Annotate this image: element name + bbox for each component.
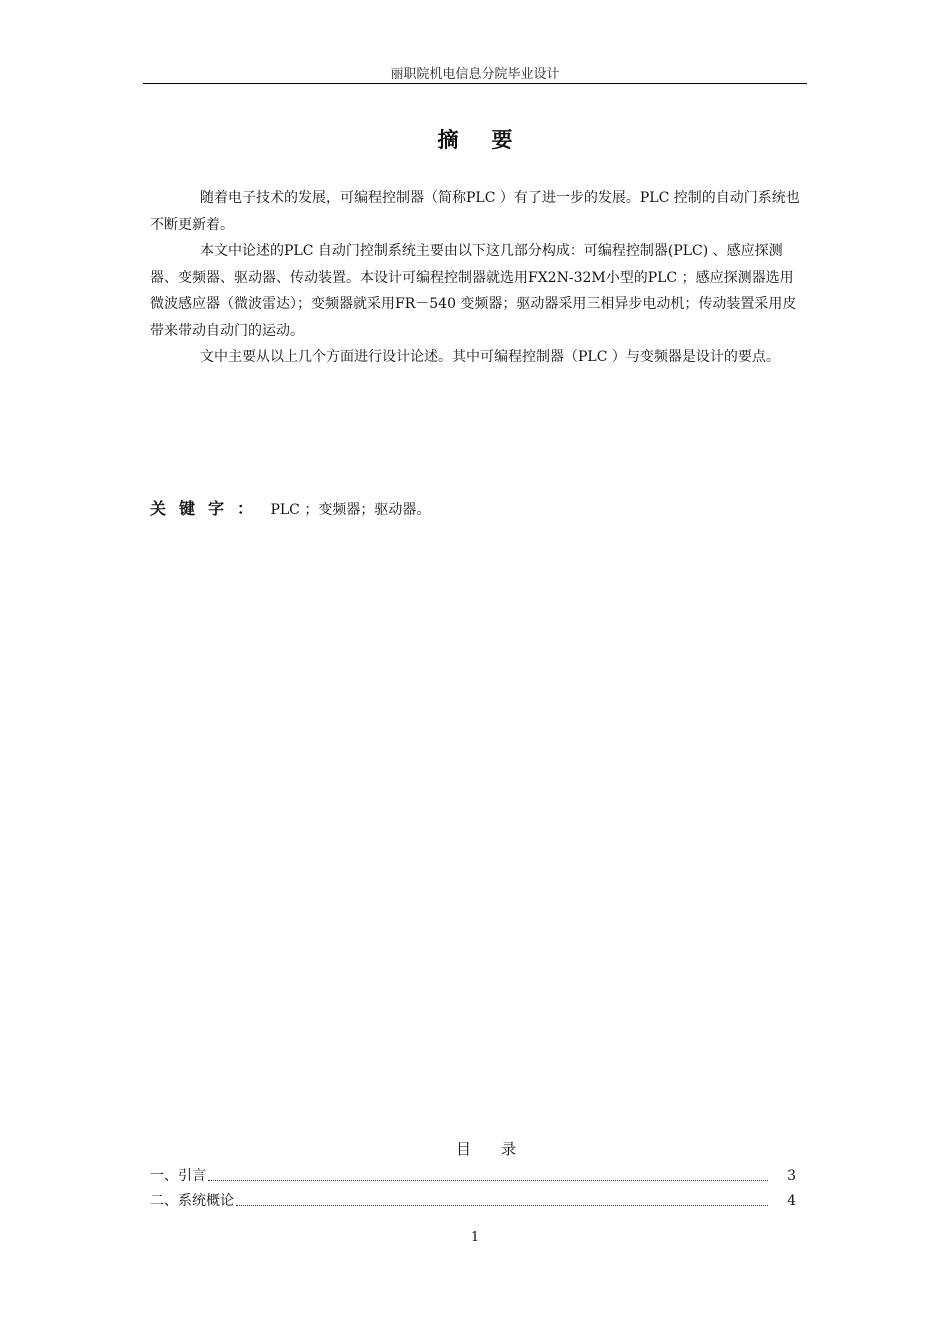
- toc-leader-dots: [236, 1205, 768, 1206]
- abstract-paragraph-3: 文中主要从以上几个方面进行设计论述。其中可编程控制器（PLC ）与变频器是设计的要点。: [200, 349, 780, 365]
- toc-entry-label: 二、系统概论: [150, 1193, 234, 1209]
- page-number: 1: [470, 1230, 480, 1245]
- running-header: 丽职院机电信息分院毕业设计: [390, 67, 560, 82]
- header-divider: [143, 83, 807, 84]
- keywords-value: PLC ；变频器；驱动器。: [270, 502, 431, 518]
- keywords-label: 关键字：: [150, 499, 267, 518]
- toc-entry-page: 3: [787, 1168, 796, 1184]
- abstract-paragraph-1: 随着电子技术的发展，可编程控制器（简称PLC ）有了进一步的发展。PLC 控制的自动门系统也不断更新着。: [150, 190, 800, 233]
- toc-entry[interactable]: [150, 1164, 796, 1186]
- abstract-paragraph-2: 本文中论述的PLC 自动门控制系统主要由以下这几部分构成：可编程控制器(PLC) 、感应探测器、变频器、驱动器、传动装置。本设计可编程控制器就选用FX2N-32M小型的PLC ；感应探测器选用微波感应器（微波雷达）；变频器就采用FR－540 变频器；驱动器采用三相异步电动机；传动装置采用皮带来带动自动门的运动。: [150, 243, 797, 339]
- keywords-line: [150, 497, 806, 522]
- toc-entry-page: 4: [787, 1193, 796, 1209]
- toc-leader-dots: [208, 1180, 768, 1181]
- abstract-body: [150, 185, 806, 371]
- toc-entry-label: 一、引言: [150, 1168, 206, 1184]
- toc-title: 目录: [455, 1140, 546, 1158]
- abstract-title: 摘要: [437, 128, 546, 152]
- toc-entry[interactable]: [150, 1189, 796, 1211]
